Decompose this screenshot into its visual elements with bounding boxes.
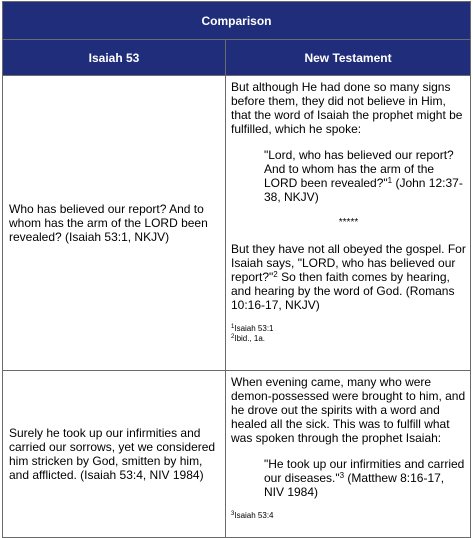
nt-intro-text: When evening came, many who were demon-possessed were brought to him, and he drove out the spirits with a word and healed all the sick. This was to fulfill what was spoken through the prophet Isaiah:: [231, 375, 466, 445]
new-testament-cell: [226, 76, 471, 371]
title-row: [3, 2, 471, 40]
isaiah-cell: [3, 76, 226, 371]
footnote-text: Isaiah 53:4: [234, 511, 274, 520]
quote-text: "Lord, who has believed our report? And to whom has the arm of the LORD been revealed?": [264, 148, 454, 190]
footnote: [231, 334, 466, 344]
footnote-text: Ibid., 1a.: [234, 334, 266, 343]
paragraph-text: But they have not all obeyed the gospel. For Isaiah says, "LORD, who has believed our report?": [231, 242, 466, 284]
nt-quote: [264, 457, 466, 499]
footnote-marker: 2: [273, 270, 278, 279]
nt-quote: [264, 148, 466, 204]
comparison-table: [2, 1, 471, 538]
table-row: [3, 371, 471, 538]
column-header-isaiah: Isaiah 53: [3, 40, 226, 76]
isaiah-text: Surely he took up our infirmities and carried our sorrows, yet we considered him stricken by God, smitten by him, and afflicted. (Isaiah 53:4, NIV 1984): [9, 426, 216, 482]
column-header-new-testament: New Testament: [226, 40, 471, 76]
new-testament-cell: [226, 371, 471, 538]
footnote: [231, 324, 466, 334]
header-row: [3, 40, 471, 76]
quote-reference: (John 12:37-38, NKJV): [264, 176, 463, 204]
footnote-number: 1: [231, 324, 235, 330]
paragraph-text-continued: So then faith comes by hearing, and hearing by the word of God. (Romans 10:16-17, NKJV): [231, 270, 455, 312]
isaiah-cell: [3, 371, 226, 538]
footnote: [231, 511, 466, 521]
footnote-number: 2: [231, 334, 235, 340]
table-title: Comparison: [3, 2, 471, 40]
footnote-marker: 1: [387, 176, 393, 185]
footnote-text: Isaiah 53:1: [234, 324, 274, 333]
separator: *****: [338, 217, 359, 228]
footnote-marker: 3: [339, 471, 345, 480]
isaiah-text: Who has believed our report? And to whom has the arm of the LORD been revealed? (Isaiah 53:1, NKJV): [9, 202, 208, 244]
nt-intro-text: But although He had done so many signs before them, they did not believe in Him, that the word of Isaiah the prophet might be fulfilled, which he spoke:: [231, 80, 463, 136]
nt-paragraph: [231, 242, 466, 312]
quote-reference: (Matthew 8:16-17, NIV 1984): [264, 471, 445, 499]
quote-text: "He took up our infirmities and carried our diseases.": [264, 457, 465, 485]
footnote-number: 3: [231, 511, 235, 517]
table-row: [3, 76, 471, 371]
